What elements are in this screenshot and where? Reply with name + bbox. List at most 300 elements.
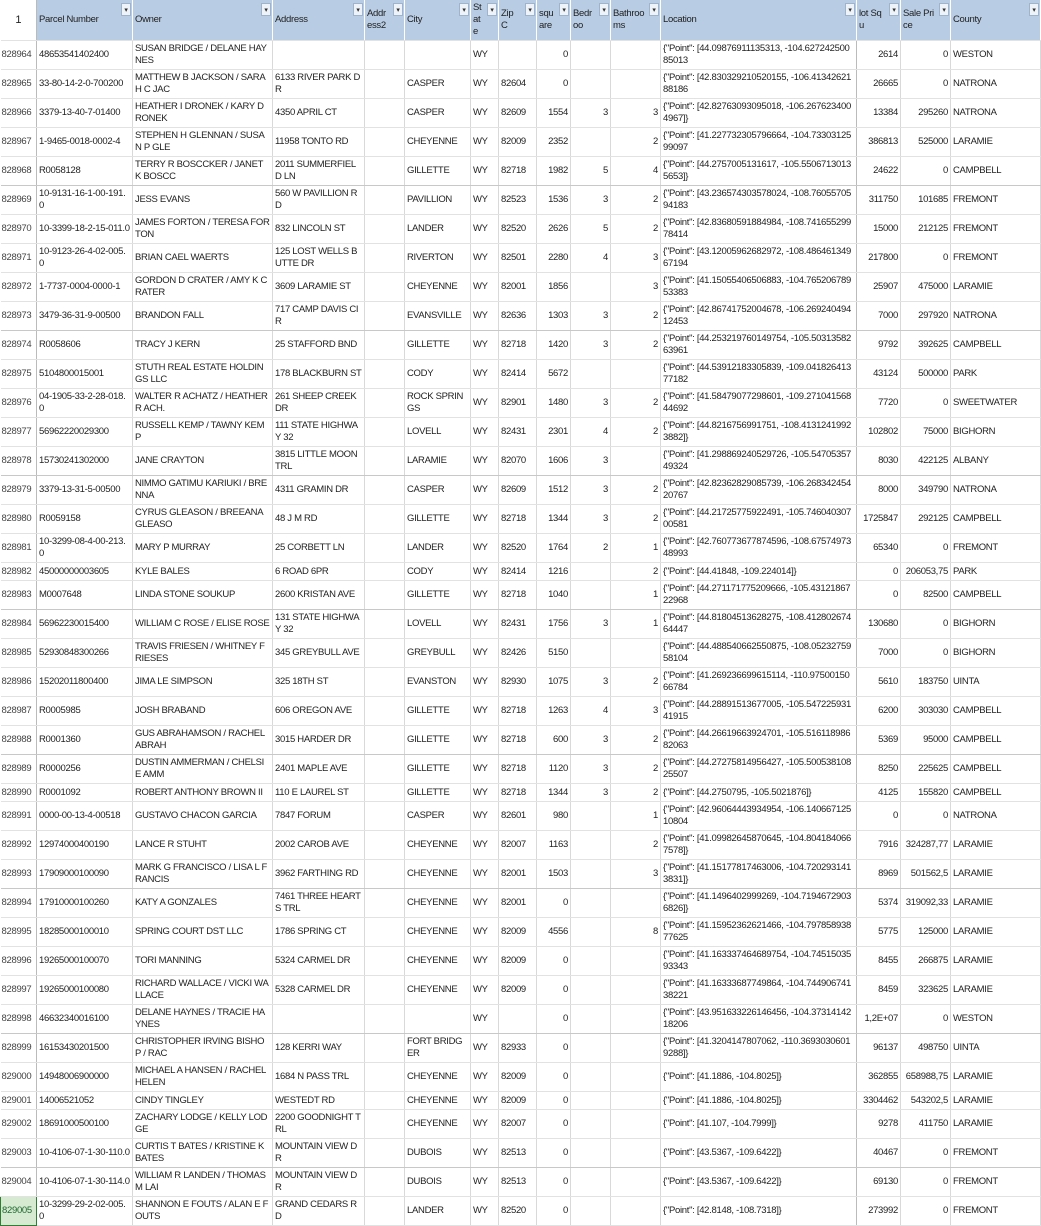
cell-state[interactable]: WY	[471, 389, 499, 418]
cell-address[interactable]: 832 LINCOLN ST	[273, 215, 365, 244]
cell-city[interactable]: CHEYENNE	[405, 889, 471, 918]
cell-bathrooms[interactable]: 1	[611, 581, 661, 610]
row-number[interactable]: 828980	[1, 505, 37, 534]
cell-parcel-number[interactable]: 33-80-14-2-0-700200	[37, 70, 133, 99]
cell-parcel-number[interactable]: 15202011800400	[37, 668, 133, 697]
column-header-address[interactable]	[273, 0, 365, 41]
cell-square-feet[interactable]: 0	[537, 1005, 571, 1034]
cell-owner[interactable]: RICHARD WALLACE / VICKI WALLACE	[133, 976, 273, 1005]
cell-city[interactable]: ROCK SPRINGS	[405, 389, 471, 418]
cell-zip[interactable]: 82501	[499, 244, 537, 273]
cell-bathrooms[interactable]	[611, 1092, 661, 1110]
cell-bathrooms[interactable]: 2	[611, 418, 661, 447]
cell-city[interactable]: PAVILLION	[405, 186, 471, 215]
cell-address[interactable]: 110 E LAUREL ST	[273, 784, 365, 802]
cell-zip[interactable]: 82718	[499, 581, 537, 610]
cell-location[interactable]: {"Point": [41.227732305796664, -104.7330312599097	[661, 128, 857, 157]
cell-square-feet[interactable]: 1536	[537, 186, 571, 215]
cell-bathrooms[interactable]	[611, 889, 661, 918]
cell-city[interactable]: RIVERTON	[405, 244, 471, 273]
cell-county[interactable]: FREMONT	[951, 1139, 1041, 1168]
cell-lot-square[interactable]: 217800	[857, 244, 901, 273]
cell-state[interactable]: WY	[471, 726, 499, 755]
cell-state[interactable]: WY	[471, 1005, 499, 1034]
cell-zip[interactable]: 82609	[499, 476, 537, 505]
cell-address[interactable]: 125 LOST WELLS BUTTE DR	[273, 244, 365, 273]
cell-owner[interactable]: CURTIS T BATES / KRISTINE K BATES	[133, 1139, 273, 1168]
cell-city[interactable]	[405, 1005, 471, 1034]
cell-bathrooms[interactable]: 2	[611, 128, 661, 157]
cell-lot-square[interactable]: 26665	[857, 70, 901, 99]
cell-city[interactable]: LOVELL	[405, 610, 471, 639]
cell-sale-price[interactable]: 0	[901, 534, 951, 563]
cell-sale-price[interactable]: 0	[901, 70, 951, 99]
cell-county[interactable]: CAMPBELL	[951, 331, 1041, 360]
cell-address[interactable]: 7847 FORUM	[273, 802, 365, 831]
cell-county[interactable]: LARAMIE	[951, 1063, 1041, 1092]
filter-dropdown-icon[interactable]: ▾	[599, 3, 609, 16]
cell-owner[interactable]: KATY A GONZALES	[133, 889, 273, 918]
cell-owner[interactable]: LANCE R STUHT	[133, 831, 273, 860]
row-number[interactable]: 828979	[1, 476, 37, 505]
cell-square-feet[interactable]: 1344	[537, 505, 571, 534]
row-header-1[interactable]: 1	[1, 0, 37, 41]
cell-state[interactable]: WY	[471, 610, 499, 639]
cell-bathrooms[interactable]: 2	[611, 186, 661, 215]
cell-location[interactable]: {"Point": [41.09982645870645, -104.8041840667578]}	[661, 831, 857, 860]
cell-county[interactable]: PARK	[951, 563, 1041, 581]
cell-bathrooms[interactable]: 4	[611, 157, 661, 186]
cell-location[interactable]: {"Point": [41.3204147807062, -110.36930306019288]}	[661, 1034, 857, 1063]
cell-city[interactable]: LANDER	[405, 215, 471, 244]
cell-bedrooms[interactable]: 4	[571, 418, 611, 447]
row-number[interactable]: 828964	[1, 41, 37, 70]
filter-dropdown-icon[interactable]: ▾	[1029, 3, 1039, 16]
cell-lot-square[interactable]: 0	[857, 563, 901, 581]
cell-bathrooms[interactable]	[611, 1197, 661, 1226]
cell-sale-price[interactable]: 0	[901, 1168, 951, 1197]
cell-county[interactable]: UINTA	[951, 668, 1041, 697]
cell-zip[interactable]: 82009	[499, 918, 537, 947]
row-number[interactable]: 828975	[1, 360, 37, 389]
cell-county[interactable]: LARAMIE	[951, 1110, 1041, 1139]
cell-location[interactable]: {"Point": [44.2750795, -105.5021876]}	[661, 784, 857, 802]
cell-zip[interactable]: 82007	[499, 831, 537, 860]
cell-address2[interactable]	[365, 726, 405, 755]
cell-parcel-number[interactable]: 45000000003605	[37, 563, 133, 581]
cell-owner[interactable]: WALTER R ACHATZ / HEATHER R ACH.	[133, 389, 273, 418]
cell-bathrooms[interactable]	[611, 976, 661, 1005]
cell-zip[interactable]: 82718	[499, 784, 537, 802]
row-number[interactable]: 828967	[1, 128, 37, 157]
cell-address[interactable]: 261 SHEEP CREEK DR	[273, 389, 365, 418]
cell-owner[interactable]: BRANDON FALL	[133, 302, 273, 331]
cell-county[interactable]: CAMPBELL	[951, 581, 1041, 610]
cell-square-feet[interactable]: 1512	[537, 476, 571, 505]
cell-location[interactable]: {"Point": [42.86741752004678, -106.26924049412453	[661, 302, 857, 331]
cell-bathrooms[interactable]: 2	[611, 215, 661, 244]
cell-city[interactable]: EVANSTON	[405, 668, 471, 697]
cell-bedrooms[interactable]: 3	[571, 186, 611, 215]
cell-address2[interactable]	[365, 244, 405, 273]
cell-square-feet[interactable]: 1606	[537, 447, 571, 476]
row-number[interactable]: 828984	[1, 610, 37, 639]
cell-county[interactable]: FREMONT	[951, 215, 1041, 244]
cell-location[interactable]: {"Point": [43.236574303578024, -108.7605570594183	[661, 186, 857, 215]
cell-owner[interactable]: STUTH REAL ESTATE HOLDINGS LLC	[133, 360, 273, 389]
cell-square-feet[interactable]: 1075	[537, 668, 571, 697]
cell-parcel-number[interactable]: R0000256	[37, 755, 133, 784]
cell-bathrooms[interactable]: 3	[611, 244, 661, 273]
cell-location[interactable]: {"Point": [41.58479077298601, -109.27104156844692	[661, 389, 857, 418]
cell-address[interactable]: 131 STATE HIGHWAY 32	[273, 610, 365, 639]
cell-lot-square[interactable]: 5775	[857, 918, 901, 947]
cell-location[interactable]: {"Point": [43.12005962682972, -108.48646134967194	[661, 244, 857, 273]
cell-square-feet[interactable]: 1216	[537, 563, 571, 581]
cell-bathrooms[interactable]: 2	[611, 726, 661, 755]
cell-county[interactable]: FREMONT	[951, 1168, 1041, 1197]
cell-bedrooms[interactable]	[571, 1139, 611, 1168]
cell-lot-square[interactable]: 0	[857, 581, 901, 610]
cell-parcel-number[interactable]: R0001360	[37, 726, 133, 755]
cell-square-feet[interactable]: 2301	[537, 418, 571, 447]
cell-owner[interactable]: ZACHARY LODGE / KELLY LODGE	[133, 1110, 273, 1139]
cell-location[interactable]: {"Point": [41.15177817463006, -104.7202931413831]}	[661, 860, 857, 889]
cell-square-feet[interactable]: 1480	[537, 389, 571, 418]
cell-owner[interactable]: JESS EVANS	[133, 186, 273, 215]
cell-lot-square[interactable]: 8030	[857, 447, 901, 476]
cell-parcel-number[interactable]: R0001092	[37, 784, 133, 802]
cell-zip[interactable]: 82523	[499, 186, 537, 215]
cell-sale-price[interactable]: 75000	[901, 418, 951, 447]
cell-square-feet[interactable]: 0	[537, 1034, 571, 1063]
cell-bedrooms[interactable]	[571, 41, 611, 70]
cell-parcel-number[interactable]: 16153430201500	[37, 1034, 133, 1063]
cell-address2[interactable]	[365, 41, 405, 70]
cell-sale-price[interactable]: 297920	[901, 302, 951, 331]
filter-dropdown-icon[interactable]: ▾	[649, 3, 659, 16]
cell-owner[interactable]: JANE CRAYTON	[133, 447, 273, 476]
cell-owner[interactable]: TORI MANNING	[133, 947, 273, 976]
cell-bedrooms[interactable]	[571, 889, 611, 918]
cell-parcel-number[interactable]: 10-3299-08-4-00-213.0	[37, 534, 133, 563]
cell-zip[interactable]: 82431	[499, 610, 537, 639]
cell-bathrooms[interactable]: 1	[611, 534, 661, 563]
filter-dropdown-icon[interactable]: ▾	[939, 3, 949, 16]
cell-zip[interactable]: 82414	[499, 360, 537, 389]
cell-address[interactable]: 3015 HARDER DR	[273, 726, 365, 755]
cell-parcel-number[interactable]: 56962220029300	[37, 418, 133, 447]
cell-bedrooms[interactable]: 2	[571, 534, 611, 563]
row-number[interactable]: 828993	[1, 860, 37, 889]
cell-sale-price[interactable]: 95000	[901, 726, 951, 755]
cell-square-feet[interactable]: 0	[537, 1168, 571, 1197]
cell-zip[interactable]: 82930	[499, 668, 537, 697]
cell-address2[interactable]	[365, 947, 405, 976]
cell-parcel-number[interactable]: 10-3399-18-2-15-011.0	[37, 215, 133, 244]
cell-address2[interactable]	[365, 302, 405, 331]
cell-county[interactable]: CAMPBELL	[951, 505, 1041, 534]
cell-zip[interactable]: 82604	[499, 70, 537, 99]
cell-zip[interactable]: 82609	[499, 99, 537, 128]
cell-location[interactable]: {"Point": [44.81804513628275, -108.41280267464447	[661, 610, 857, 639]
cell-address[interactable]: 325 18TH ST	[273, 668, 365, 697]
cell-address[interactable]: MOUNTAIN VIEW DR	[273, 1139, 365, 1168]
cell-zip[interactable]: 82718	[499, 755, 537, 784]
cell-city[interactable]: CASPER	[405, 70, 471, 99]
cell-location[interactable]: {"Point": [41.16333687749864, -104.74490674138221	[661, 976, 857, 1005]
column-header-address2[interactable]	[365, 0, 405, 41]
row-number[interactable]: 828991	[1, 802, 37, 831]
cell-city[interactable]: LANDER	[405, 534, 471, 563]
cell-lot-square[interactable]: 311750	[857, 186, 901, 215]
cell-bathrooms[interactable]: 1	[611, 802, 661, 831]
cell-parcel-number[interactable]: 10-9131-16-1-00-191.0	[37, 186, 133, 215]
cell-state[interactable]: WY	[471, 360, 499, 389]
cell-parcel-number[interactable]: R0058128	[37, 157, 133, 186]
column-header-zip[interactable]	[499, 0, 537, 41]
cell-bedrooms[interactable]: 3	[571, 476, 611, 505]
cell-state[interactable]: WY	[471, 581, 499, 610]
cell-lot-square[interactable]: 69130	[857, 1168, 901, 1197]
row-number[interactable]: 828972	[1, 273, 37, 302]
cell-state[interactable]: WY	[471, 802, 499, 831]
cell-zip[interactable]: 82601	[499, 802, 537, 831]
cell-state[interactable]: WY	[471, 889, 499, 918]
row-number[interactable]: 829005	[1, 1197, 37, 1226]
cell-zip[interactable]: 82009	[499, 128, 537, 157]
cell-bathrooms[interactable]	[611, 947, 661, 976]
cell-state[interactable]: WY	[471, 70, 499, 99]
cell-zip[interactable]: 82718	[499, 505, 537, 534]
cell-bedrooms[interactable]: 3	[571, 610, 611, 639]
cell-address2[interactable]	[365, 128, 405, 157]
cell-square-feet[interactable]: 1756	[537, 610, 571, 639]
cell-owner[interactable]: DELANE HAYNES / TRACIE HAYNES	[133, 1005, 273, 1034]
column-header-state[interactable]	[471, 0, 499, 41]
cell-sale-price[interactable]: 501562,5	[901, 860, 951, 889]
cell-sale-price[interactable]: 0	[901, 1005, 951, 1034]
cell-county[interactable]: CAMPBELL	[951, 755, 1041, 784]
cell-county[interactable]: LARAMIE	[951, 273, 1041, 302]
column-header-city[interactable]	[405, 0, 471, 41]
cell-address2[interactable]	[365, 157, 405, 186]
cell-state[interactable]: WY	[471, 976, 499, 1005]
cell-parcel-number[interactable]: 10-3299-29-2-02-005.0	[37, 1197, 133, 1226]
cell-owner[interactable]: HEATHER I DRONEK / KARY DRONEK	[133, 99, 273, 128]
cell-square-feet[interactable]: 0	[537, 1197, 571, 1226]
cell-bathrooms[interactable]	[611, 447, 661, 476]
cell-zip[interactable]: 82513	[499, 1168, 537, 1197]
cell-sale-price[interactable]: 0	[901, 1197, 951, 1226]
row-number[interactable]: 828989	[1, 755, 37, 784]
cell-state[interactable]: WY	[471, 244, 499, 273]
cell-address[interactable]: 178 BLACKBURN ST	[273, 360, 365, 389]
cell-state[interactable]: WY	[471, 755, 499, 784]
cell-lot-square[interactable]: 65340	[857, 534, 901, 563]
cell-county[interactable]: CAMPBELL	[951, 784, 1041, 802]
cell-sale-price[interactable]: 125000	[901, 918, 951, 947]
cell-city[interactable]: CHEYENNE	[405, 918, 471, 947]
cell-square-feet[interactable]: 1303	[537, 302, 571, 331]
cell-owner[interactable]: TRAVIS FRIESEN / WHITNEY FRIESES	[133, 639, 273, 668]
cell-state[interactable]: WY	[471, 1197, 499, 1226]
cell-sale-price[interactable]: 0	[901, 639, 951, 668]
cell-address[interactable]: 345 GREYBULL AVE	[273, 639, 365, 668]
cell-bedrooms[interactable]: 4	[571, 697, 611, 726]
cell-address[interactable]: GRAND CEDARS RD	[273, 1197, 365, 1226]
cell-address2[interactable]	[365, 1139, 405, 1168]
cell-zip[interactable]: 82001	[499, 889, 537, 918]
column-header-parcel-number[interactable]	[37, 0, 133, 41]
cell-sale-price[interactable]: 101685	[901, 186, 951, 215]
cell-lot-square[interactable]: 8969	[857, 860, 901, 889]
cell-county[interactable]: CAMPBELL	[951, 157, 1041, 186]
row-number[interactable]: 828988	[1, 726, 37, 755]
cell-state[interactable]: WY	[471, 784, 499, 802]
cell-county[interactable]: BIGHORN	[951, 610, 1041, 639]
cell-bathrooms[interactable]: 3	[611, 99, 661, 128]
cell-bathrooms[interactable]	[611, 70, 661, 99]
cell-city[interactable]: DUBOIS	[405, 1168, 471, 1197]
cell-sale-price[interactable]: 0	[901, 41, 951, 70]
cell-parcel-number[interactable]: 1-9465-0018-0002-4	[37, 128, 133, 157]
cell-parcel-number[interactable]: 10-4106-07-1-30-110.0	[37, 1139, 133, 1168]
cell-state[interactable]: WY	[471, 273, 499, 302]
cell-bathrooms[interactable]	[611, 639, 661, 668]
cell-address[interactable]: 25 CORBETT LN	[273, 534, 365, 563]
row-number[interactable]: 828981	[1, 534, 37, 563]
cell-city[interactable]: GREYBULL	[405, 639, 471, 668]
cell-bedrooms[interactable]	[571, 581, 611, 610]
cell-address2[interactable]	[365, 784, 405, 802]
cell-state[interactable]: WY	[471, 697, 499, 726]
filter-dropdown-icon[interactable]: ▾	[459, 3, 469, 16]
cell-owner[interactable]: SPRING COURT DST LLC	[133, 918, 273, 947]
cell-address[interactable]: 2401 MAPLE AVE	[273, 755, 365, 784]
cell-county[interactable]: LARAMIE	[951, 128, 1041, 157]
cell-zip[interactable]: 82009	[499, 1092, 537, 1110]
cell-parcel-number[interactable]: 3379-13-40-7-01400	[37, 99, 133, 128]
cell-square-feet[interactable]: 0	[537, 947, 571, 976]
row-number[interactable]: 828976	[1, 389, 37, 418]
cell-bedrooms[interactable]	[571, 1168, 611, 1197]
cell-bedrooms[interactable]	[571, 860, 611, 889]
row-number[interactable]: 828999	[1, 1034, 37, 1063]
cell-county[interactable]: LARAMIE	[951, 918, 1041, 947]
cell-bedrooms[interactable]	[571, 1110, 611, 1139]
row-number[interactable]: 828990	[1, 784, 37, 802]
cell-parcel-number[interactable]: 46632340016100	[37, 1005, 133, 1034]
cell-address[interactable]: 111 STATE HIGHWAY 32	[273, 418, 365, 447]
cell-lot-square[interactable]: 2614	[857, 41, 901, 70]
cell-sale-price[interactable]: 266875	[901, 947, 951, 976]
cell-address2[interactable]	[365, 918, 405, 947]
cell-state[interactable]: WY	[471, 447, 499, 476]
cell-address[interactable]: 4311 GRAMIN DR	[273, 476, 365, 505]
cell-address[interactable]: MOUNTAIN VIEW DR	[273, 1168, 365, 1197]
cell-lot-square[interactable]: 9278	[857, 1110, 901, 1139]
cell-zip[interactable]: 82513	[499, 1139, 537, 1168]
row-number[interactable]: 828971	[1, 244, 37, 273]
cell-bathrooms[interactable]: 2	[611, 563, 661, 581]
cell-address2[interactable]	[365, 1092, 405, 1110]
cell-sale-price[interactable]: 295260	[901, 99, 951, 128]
cell-address[interactable]: 717 CAMP DAVIS CIR	[273, 302, 365, 331]
cell-state[interactable]: WY	[471, 331, 499, 360]
cell-zip[interactable]	[499, 41, 537, 70]
row-number[interactable]: 828987	[1, 697, 37, 726]
filter-dropdown-icon[interactable]: ▾	[487, 3, 497, 16]
cell-bedrooms[interactable]	[571, 947, 611, 976]
cell-bedrooms[interactable]	[571, 273, 611, 302]
cell-location[interactable]: {"Point": [42.8148, -108.7318]}	[661, 1197, 857, 1226]
cell-county[interactable]: CAMPBELL	[951, 697, 1041, 726]
cell-address2[interactable]	[365, 1168, 405, 1197]
cell-zip[interactable]: 82520	[499, 1197, 537, 1226]
cell-city[interactable]: GILLETTE	[405, 157, 471, 186]
cell-owner[interactable]: KYLE BALES	[133, 563, 273, 581]
cell-parcel-number[interactable]: 12974000400190	[37, 831, 133, 860]
cell-owner[interactable]: TERRY R BOSCCKER / JANET K BOSCC	[133, 157, 273, 186]
row-number[interactable]: 828983	[1, 581, 37, 610]
cell-county[interactable]: CAMPBELL	[951, 726, 1041, 755]
cell-bathrooms[interactable]	[611, 1110, 661, 1139]
row-number[interactable]: 828992	[1, 831, 37, 860]
cell-county[interactable]: LARAMIE	[951, 1092, 1041, 1110]
cell-square-feet[interactable]: 1503	[537, 860, 571, 889]
cell-location[interactable]: {"Point": [42.82763093095018, -106.2676234004967]}	[661, 99, 857, 128]
cell-state[interactable]: WY	[471, 186, 499, 215]
cell-zip[interactable]: 82001	[499, 860, 537, 889]
cell-address2[interactable]	[365, 534, 405, 563]
cell-parcel-number[interactable]: 19265000100070	[37, 947, 133, 976]
cell-lot-square[interactable]: 8000	[857, 476, 901, 505]
cell-bathrooms[interactable]	[611, 1168, 661, 1197]
cell-address[interactable]: 5328 CARMEL DR	[273, 976, 365, 1005]
column-header-square-feet[interactable]	[537, 0, 571, 41]
cell-county[interactable]: UINTA	[951, 1034, 1041, 1063]
cell-address[interactable]: 560 W PAVILLION RD	[273, 186, 365, 215]
cell-county[interactable]: PARK	[951, 360, 1041, 389]
cell-bathrooms[interactable]: 2	[611, 755, 661, 784]
cell-square-feet[interactable]: 600	[537, 726, 571, 755]
cell-address2[interactable]	[365, 273, 405, 302]
cell-address[interactable]: 128 KERRI WAY	[273, 1034, 365, 1063]
cell-city[interactable]: CHEYENNE	[405, 1092, 471, 1110]
cell-address2[interactable]	[365, 802, 405, 831]
cell-address[interactable]: 606 OREGON AVE	[273, 697, 365, 726]
cell-city[interactable]: CASPER	[405, 476, 471, 505]
cell-bedrooms[interactable]	[571, 1197, 611, 1226]
cell-city[interactable]: GILLETTE	[405, 784, 471, 802]
cell-sale-price[interactable]: 349790	[901, 476, 951, 505]
cell-city[interactable]: CODY	[405, 360, 471, 389]
cell-square-feet[interactable]: 2352	[537, 128, 571, 157]
cell-owner[interactable]: JIMA LE SIMPSON	[133, 668, 273, 697]
cell-sale-price[interactable]: 0	[901, 1139, 951, 1168]
row-number[interactable]: 828997	[1, 976, 37, 1005]
row-number[interactable]: 828998	[1, 1005, 37, 1034]
row-number[interactable]: 828965	[1, 70, 37, 99]
cell-city[interactable]: GILLETTE	[405, 581, 471, 610]
cell-parcel-number[interactable]: 18285000100010	[37, 918, 133, 947]
cell-city[interactable]: LANDER	[405, 1197, 471, 1226]
cell-lot-square[interactable]: 5374	[857, 889, 901, 918]
filter-dropdown-icon[interactable]: ▾	[889, 3, 899, 16]
cell-sale-price[interactable]: 392625	[901, 331, 951, 360]
cell-state[interactable]: WY	[471, 128, 499, 157]
